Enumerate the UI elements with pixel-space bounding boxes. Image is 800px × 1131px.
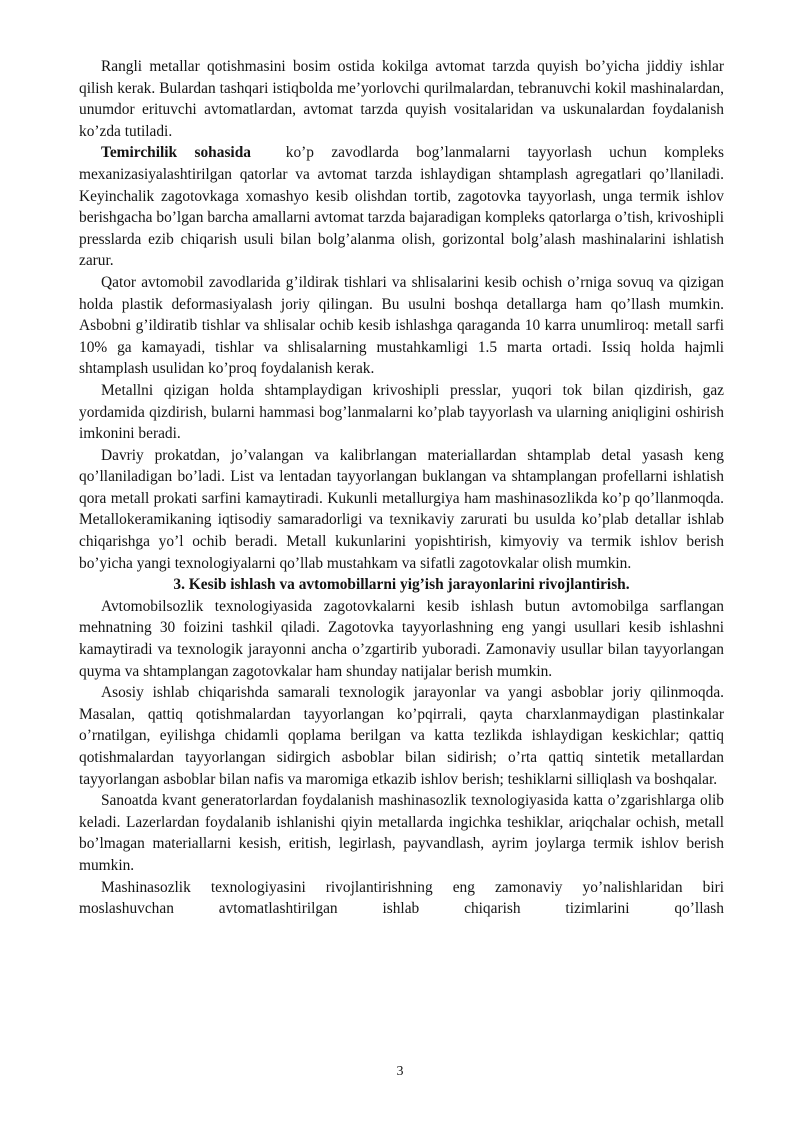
forging-lead-text: Temirchilik sohasida (101, 144, 251, 162)
section-heading: 3. Kesib ishlash va avtomobillarni yig’ish jarayonlarini rivojlantirish. (173, 576, 630, 594)
document-body (79, 56, 728, 920)
paragraph-machining: Avtomobilsozlik texnologiyasida zagotovkalarni kesib ishlash butun avtomobilga sarflangan mehnatning 30 foizini tashkil qiladi. Zagotovka tayyorlashning eng yangi usullari kesib ishlashni kamaytiradi va texnologik jarayonni ancha o’zgartirib yuboradi. Zamonaviy usullar bilan tayyorlangan quyma va shtamplangan zagotovkalar ham shunday natijalar berish mumkin. (79, 597, 724, 680)
paragraph-lasers: Sanoatda kvant generatorlardan foydalanish mashinasozlik texnologiyasida katta o’zgarishlarga olib keladi. Lazerlardan foydalanib ishlanishi qiyin metallarda ingichka teshiklar, ariqchalar ochish, metall bo’lmagan materiallarni kesish, eritish, legirlash, payvandlash, ayrim joylarga termik ishlov berish mumkin. (79, 792, 724, 874)
paragraph-hot-stamping: Metallni qizigan holda shtamplaydigan krivoshipli presslar, yuqori tok bilan qizdirish, gaz yordamida qizdirish, bularni hammasi bog’lanmalarni ko’plab tayyorlash va ularning aniqligini oshirish imkonini beradi. (79, 381, 724, 443)
paragraph-automation: Mashinasozlik texnologiyasini rivojlantirishning eng zamonaviy yo’nalishlaridan biri moslashuvchan avtomatlashtirilgan ishlab chiqarish tizimlarini qo’llash (79, 878, 724, 918)
paragraph-plastic-deformation: Qator avtomobil zavodlarida g’ildirak tishlari va shlisalarini kesib ochish o’rniga sovuq va qizigan holda plastik deformasiyalash joriy qilingan. Bu usulni boshqa detallarga ham qo’llash mumkin. Asbobni g’ildiratib tishlar va shlisalar ochib kesib ishlashga qaraganda 10 karra unumliroq: metall sarfi 10% ga kamayadi, tishlar va shlisalarning mustahkamligi 1.5 marta ortadi. Issiq holda hajmli shtamplash usulidan ko’proq foydalanish kerak. (79, 273, 724, 378)
paragraph-casting: Rangli metallar qotishmasini bosim ostida kokilga avtomat tarzda quyish bo’yicha jiddiy ishlar qilish kerak. Bulardan tashqari istiqbolda me’yorlovchi qurilmalardan, tebranuvchi kokil mashinalardan, unumdor erituvchi avtomatlardan, avtomat tarzda quyish vositalaridan va uskunalardan foydalanish ko’zda tutiladi. (79, 58, 724, 140)
page-number: 3 (396, 1064, 404, 1079)
paragraph-powder-metallurgy: Davriy prokatdan, jo’valangan va kalibrlangan materiallardan shtamplab detal yasash keng qo’llaniladigan bo’ladi. List va lentadan tayyorlangan buklangan va shtamplangan profellarni ishlatish qora metall prokati sarfini kamaytiradi. Kukunli metallurgiya ham mashinasozlikda ko’p qo’llanmoqda. Metallokeramikaning iqtisodiy samaradorligi va texnikaviy zarurati bu usulda ko’plab detallar ishlab chiqarishga yo’l ochib beradi. Metall kukunlarini yopishtirish, kimyoviy va termik ishlov berish bo’yicha yangi texnologiyalarni qo’llab mustahkam va sifatli zagotovkalar olish mumkin. (79, 446, 724, 572)
paragraph-forging (79, 142, 728, 272)
paragraph-tools: Asosiy ishlab chiqarishda samarali texnologik jarayonlar va yangi asboblar joriy qilinmoqda. Masalan, qattiq qotishmalardan tayyorlangan ko’pqirrali, qayta charxlanmaydigan plastinkalar o’rnatilgan, eyilishga chidamli qoplama berilgan va katta tezlikda ishlaydigan keskichlar; qattiq qotishmalardan tayyorlangan sidirgich asboblar bilan sidirish; o’rta qattiq sintetik metallardan tayyorlangan asboblar bilan nafis va maromiga etkazib ishlov berish; teshiklarni silliqlash va boshqalar. (79, 684, 724, 788)
forging-body-text: ko’p zavodlarda bog’lanmalarni tayyorlash uchun kompleks mexanizasiyalashtirilgan qatorlar va avtomat tarzda ishlaydigan shtamplash agregatlari qo’llaniladi. Keyinchalik zagotovkaga xomashyo kesib olishdan tortib, zagotovka tayyorlash, unga termik ishlov berishgacha bo’lgan barcha amallarni avtomat tarzda bajaradigan kompleks qatorlarga o’tish, krivoshipli presslarda ezib chiqarish usuli bilan bolg’alanma olish, gorizontal bolg’alash mashinalarini ishlatish zarur. (79, 144, 728, 270)
